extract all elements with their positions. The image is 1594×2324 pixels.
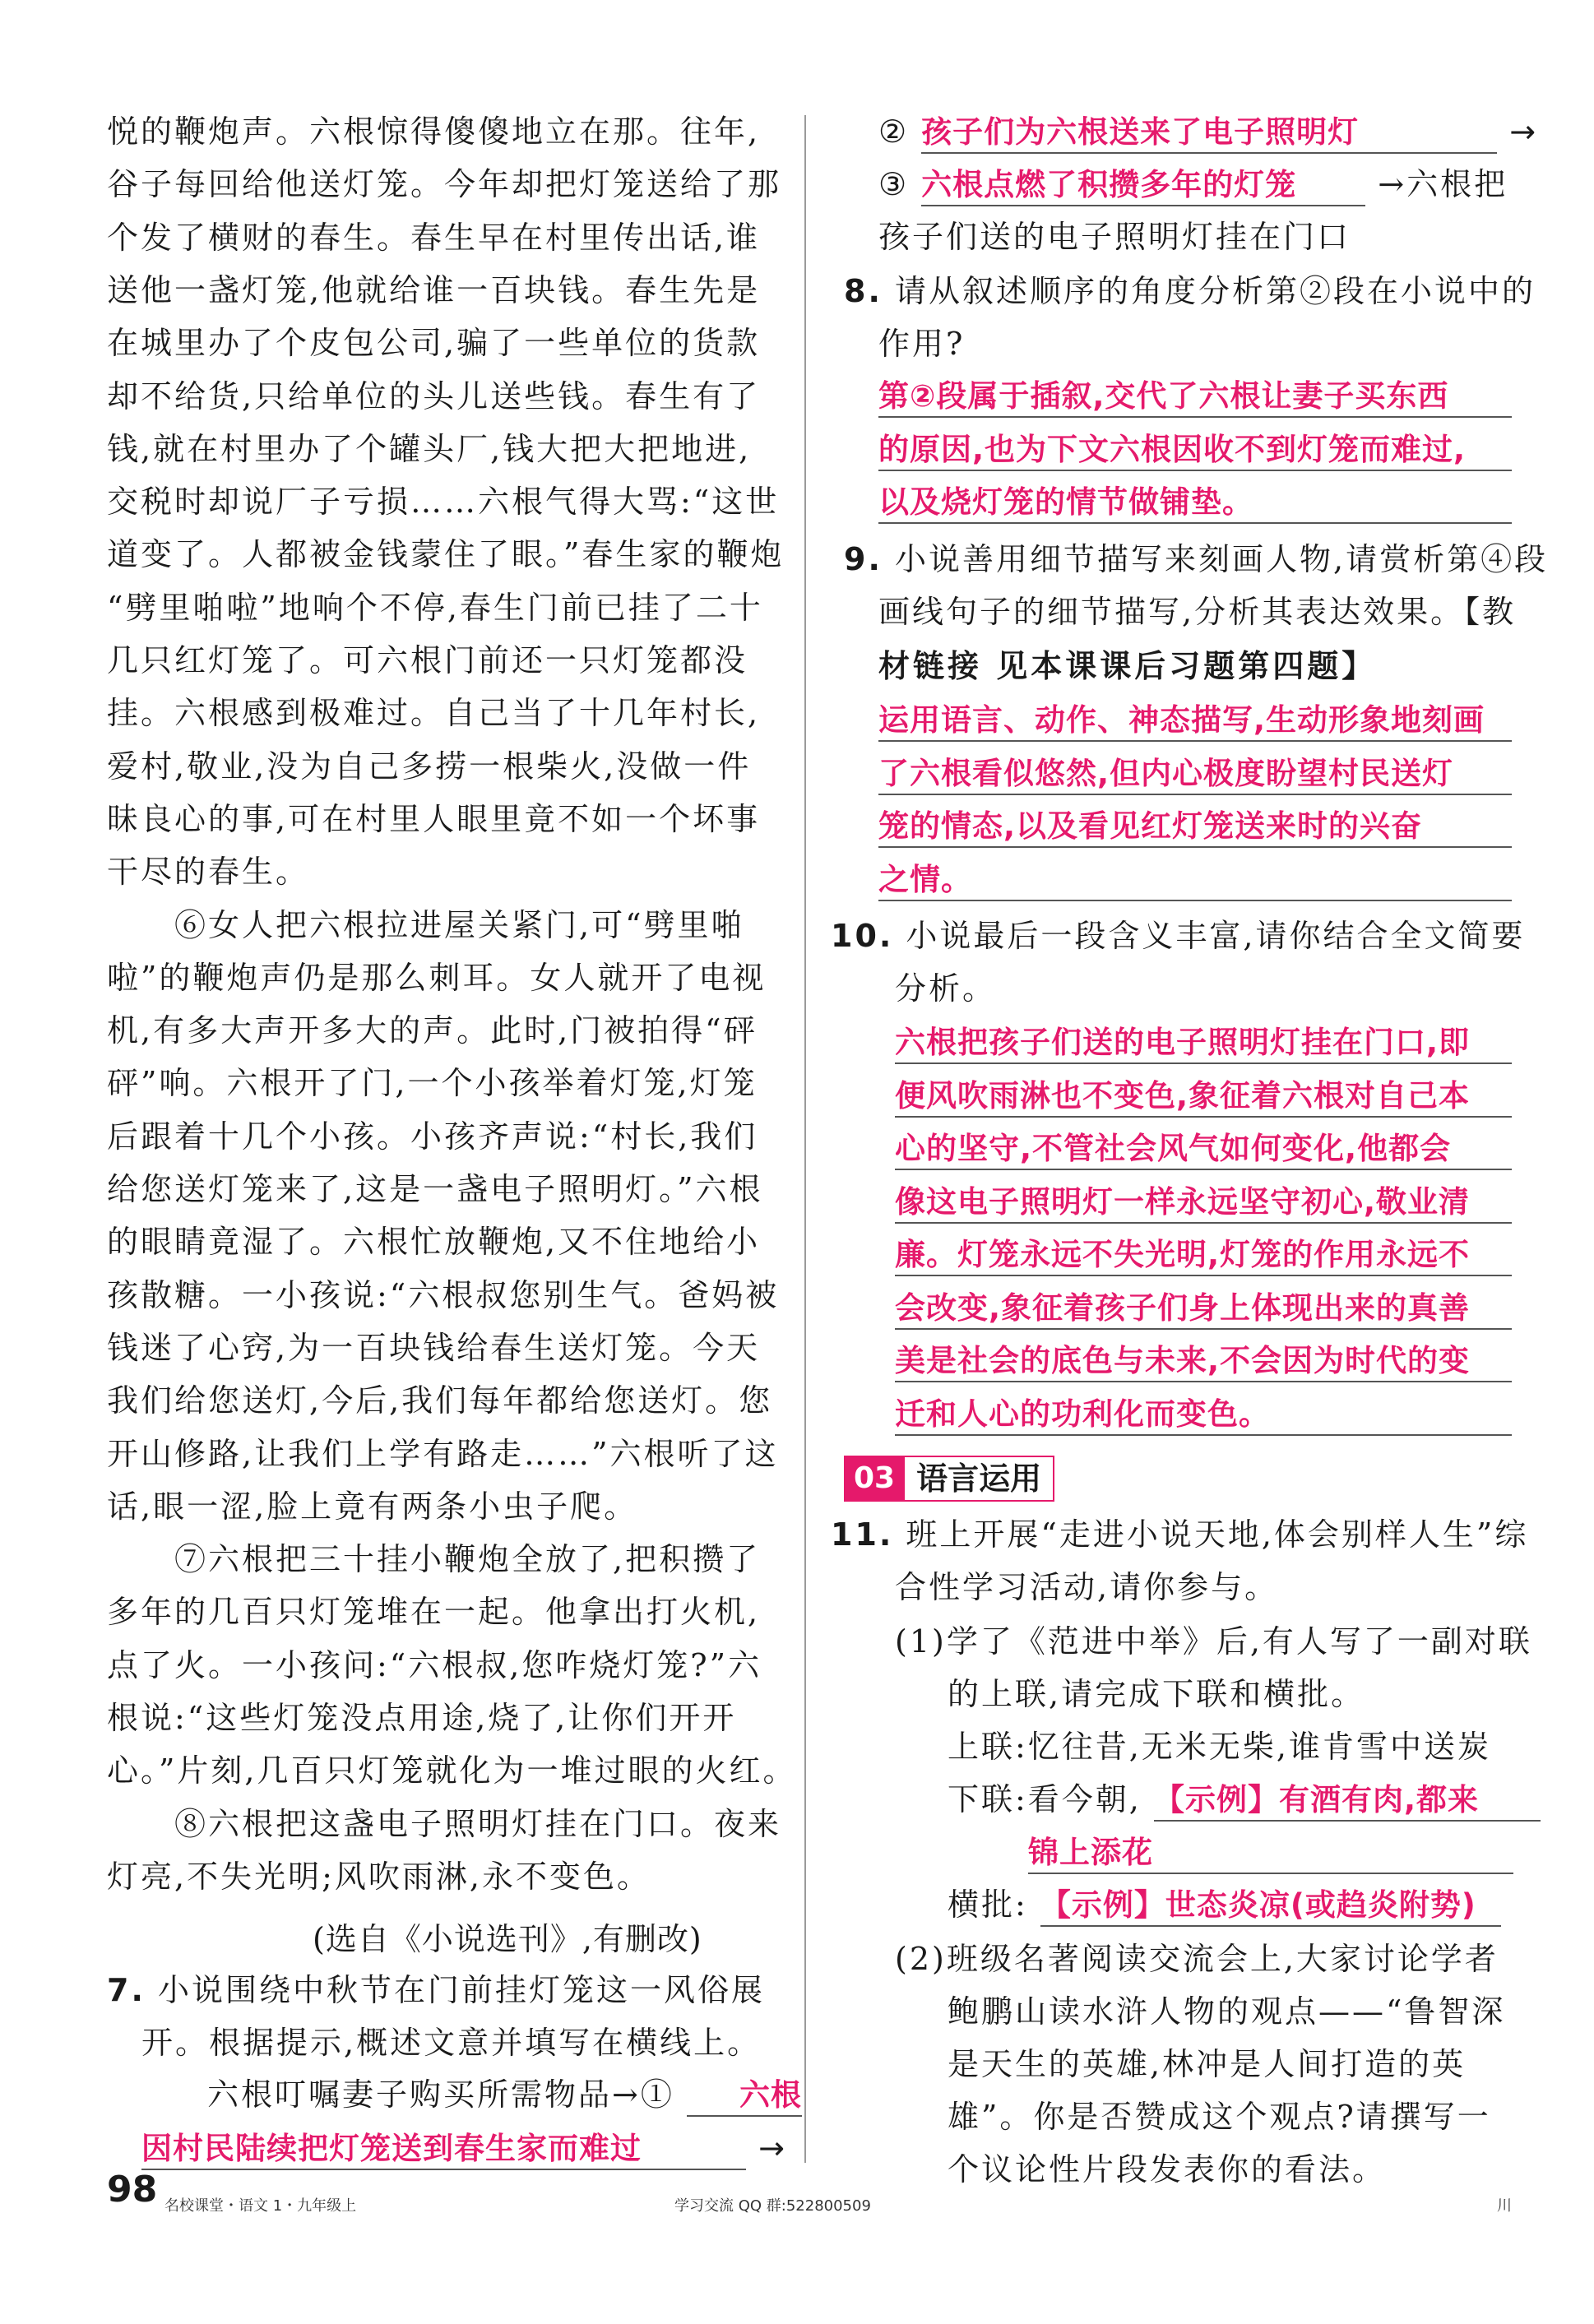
question-7-text-2: 开。根据提示,概述文意并填写在横线上。 <box>141 2025 762 2061</box>
story-line: 交税时却说厂子亏损……六根气得大骂:“这世 <box>107 484 780 521</box>
question-7-answer-1b: 因村民陆续把灯笼送到春生家而难过 <box>141 2132 746 2170</box>
story-line: 我们给您送灯,今后,我们每年都给您送灯。您 <box>107 1382 773 1419</box>
couplet-horizontal-answer: 【示例】世态炎凉(或趋炎附势) <box>1040 1889 1501 1927</box>
story-line: “劈里啪啦”地响个不停,春生门前已挂了二十 <box>107 589 763 626</box>
question-10 <box>831 919 1526 952</box>
question-7-answer-1-line2 <box>141 2132 787 2170</box>
answer-line: 以及烧灯笼的情节做铺垫。 <box>878 486 1512 524</box>
answer-line: 美是社会的底色与未来,不会因为时代的变 <box>895 1345 1512 1382</box>
answer-line: 便风吹雨淋也不变色,象征着六根对自己本 <box>895 1080 1512 1118</box>
story-line: 谷子每回给他送灯笼。今年却把灯笼送给了那 <box>107 166 782 203</box>
question-8-text-2: 作用? <box>878 326 966 362</box>
question-7-item-2 <box>878 115 1538 154</box>
story-line: 昧良心的事,可在村里人眼里竟不如一个坏事 <box>107 800 761 837</box>
question-9-text-2: 画线句子的细节描写,分析其表达效果。【教 <box>878 594 1517 630</box>
story-line: 孩散糖。一小孩说:“六根叔您别生气。爸妈被 <box>107 1276 780 1313</box>
question-7 <box>107 1974 765 2007</box>
section-number: 03 <box>844 1456 905 1502</box>
couplet-upper: 上联:忆往昔,无米无柴,谁肯雪中送炭 <box>948 1729 1491 1765</box>
question-11-text-2: 合性学习活动,请你参与。 <box>895 1569 1279 1605</box>
question-7-answer-3: 六根点燃了积攒多年的灯笼 <box>921 169 1365 206</box>
arrow-icon: → <box>1509 113 1539 150</box>
story-line: 爱村,敬业,没为自己多捞一根柴火,没做一件 <box>107 748 752 785</box>
story-line: 干尽的春生。 <box>107 854 310 891</box>
story-line: 给您送灯笼来了,这是一盏电子照明灯。”六根 <box>107 1171 763 1207</box>
page-number: 98 <box>107 2169 158 2211</box>
story-line: 悦的鞭炮声。六根惊得傻傻地立在那。往年, <box>107 113 761 150</box>
question-7-tail-1: →六根把 <box>1378 166 1508 202</box>
question-10-text-2: 分析。 <box>895 970 997 1007</box>
story-line: 钱迷了心窍,为一百块钱给春生送灯笼。今天 <box>107 1329 761 1366</box>
section-title: 语言运用 <box>905 1456 1054 1502</box>
question-11-2-text-3: 是天生的英雄,林冲是人间打造的英 <box>948 2046 1467 2082</box>
answer-line: 了六根看似悠然,但内心极度盼望村民送灯 <box>878 757 1512 795</box>
question-11-text-1: 班上开展“走进小说天地,体会别样人生”综 <box>906 1516 1529 1553</box>
story-line: 在城里办了个皮包公司,骗了一些单位的货款 <box>107 325 761 362</box>
story-line: ⑧六根把这盏电子照明灯挂在门口。夜来 <box>174 1805 782 1842</box>
answer-line: 第②段属于插叙,交代了六根让妻子买东西 <box>878 380 1512 418</box>
question-7-number: 7. <box>107 1972 146 2008</box>
answer-line: 会改变,象征着孩子们身上体现出来的真善 <box>895 1292 1512 1330</box>
story-line: ⑦六根把三十挂小鞭炮全放了,把积攒了 <box>174 1541 761 1578</box>
question-10-number: 10. <box>831 918 894 954</box>
question-11-2-text-5: 个议论性片段发表你的看法。 <box>948 2151 1387 2187</box>
couplet-horizontal <box>948 1888 1501 1927</box>
question-11-2-text-4: 雄”。你是否赞成这个观点?请撰写一 <box>948 2099 1491 2135</box>
story-line: 点了火。一小孩问:“六根叔,您咋烧灯笼?”六 <box>107 1646 762 1683</box>
question-7-answer-2: 孩子们为六根送来了电子照明灯 <box>921 116 1497 154</box>
question-10-text-1: 小说最后一段含义丰富,请你结合全文简要 <box>906 918 1526 954</box>
answer-line: 笼的情态,以及看见红灯笼送来时的兴奋 <box>878 810 1512 848</box>
book-title: 名校课堂・语文 1・九年级上 <box>164 2197 357 2215</box>
story-line: 啦”的鞭炮声仍是那么刺耳。女人就开了电视 <box>107 959 767 996</box>
question-9-number: 9. <box>844 541 883 577</box>
item-2-mark: ② <box>878 113 910 150</box>
couplet-lower <box>948 1783 1541 1822</box>
question-7-prompt <box>207 2078 802 2117</box>
question-8-number: 8. <box>844 273 883 309</box>
section-header <box>844 1456 1054 1502</box>
story-line: 根说:“这些灯笼没点用途,烧了,让你们开开 <box>107 1700 737 1736</box>
question-7-answer-1a: 六根 <box>687 2079 802 2117</box>
answer-line: 六根把孩子们送的电子照明灯挂在门口,即 <box>895 1026 1512 1064</box>
answer-line: 心的坚守,不管社会风气如何变化,他都会 <box>895 1132 1512 1170</box>
story-line: 后跟着十几个小孩。小孩齐声说:“村长,我们 <box>107 1118 758 1155</box>
story-line: 的眼睛竟湿了。六根忙放鞭炮,又不住地给小 <box>107 1224 761 1261</box>
question-11-2-text-2: 鲍鹏山读水浒人物的观点——“鲁智深 <box>948 1993 1506 2030</box>
answer-line: 之情。 <box>878 863 1512 901</box>
question-11-1-text-2: 的上联,请完成下联和横批。 <box>948 1676 1365 1712</box>
story-line: 心。”片刻,几百只灯笼就化为一堆过眼的火红。 <box>107 1752 797 1789</box>
couplet-lower-answer-1: 【示例】有酒有肉,都来 <box>1154 1784 1541 1822</box>
story-line: 砰”响。六根开了门,一个小孩举着灯笼,灯笼 <box>107 1065 758 1102</box>
story-line: 个发了横财的春生。春生早在村里传出话,谁 <box>107 219 761 256</box>
question-11-1-text-1: (1)学了《范进中举》后,有人写了一副对联 <box>895 1623 1532 1660</box>
question-7-text-1: 小说围绕中秋节在门前挂灯笼这一风俗展 <box>157 1972 765 2008</box>
question-8-text-1: 请从叙述顺序的角度分析第②段在小说中的 <box>894 273 1536 309</box>
couplet-lower-label: 下联:看今朝, <box>948 1781 1142 1817</box>
region-mark: 川 <box>1497 2197 1512 2215</box>
story-line: 钱,就在村里办了个罐头厂,钱大把大把地进, <box>107 430 752 467</box>
question-9 <box>844 543 1548 576</box>
question-11 <box>831 1518 1528 1551</box>
source-note: (选自《小说选刊》,有删改) <box>313 1921 702 1957</box>
question-7-item-3 <box>878 168 1508 206</box>
arrow-icon: → <box>758 2130 787 2166</box>
story-line: 送他一盏灯笼,他就给谁一百块钱。春生先是 <box>107 271 761 308</box>
answer-line: 迁和人心的功利化而变色。 <box>895 1398 1512 1436</box>
question-11-number: 11. <box>831 1516 894 1553</box>
couplet-lower-answer-2: 锦上添花 <box>1028 1836 1513 1874</box>
story-line: 灯亮,不失光明;风吹雨淋,永不变色。 <box>107 1858 651 1895</box>
story-line: 道变了。人都被金钱蒙住了眼。”春生家的鞭炮 <box>107 536 785 573</box>
item-3-mark: ③ <box>878 166 910 202</box>
story-line: 开山修路,让我们上学有路走……”六根听了这 <box>107 1435 779 1472</box>
story-line: 话,眼一涩,脸上竟有两条小虫子爬。 <box>107 1488 638 1525</box>
story-line: 多年的几百只灯笼堆在一起。他拿出打火机, <box>107 1594 761 1631</box>
story-line: 挂。六根感到极难过。自己当了十几年村长, <box>107 695 761 732</box>
answer-line: 运用语言、动作、神态描写,生动形象地刻画 <box>878 704 1512 742</box>
question-8 <box>844 275 1536 308</box>
question-9-text-1: 小说善用细节描写来刻画人物,请赏析第④段 <box>894 541 1549 577</box>
story-line: 几只红灯笼了。可六根门前还一只灯笼都没 <box>107 642 748 678</box>
answer-line: 的原因,也为下文六根因收不到灯笼而难过, <box>878 433 1512 471</box>
column-divider <box>804 115 806 2163</box>
story-line: ⑥女人把六根拉进屋关紧门,可“劈里啪 <box>174 906 745 943</box>
qq-group: 学习交流 QQ 群:522800509 <box>674 2197 871 2215</box>
answer-line: 廉。灯笼永远不失光明,灯笼的作用永远不 <box>895 1238 1512 1276</box>
couplet-lower-line2 <box>1028 1836 1513 1874</box>
question-7-tail-2: 孩子们送的电子照明灯挂在门口 <box>878 219 1351 255</box>
question-11-2-text-1: (2)班级名著阅读交流会上,大家讨论学者 <box>895 1941 1499 1977</box>
answer-line: 像这电子照明灯一样永远坚守初心,敬业清 <box>895 1186 1512 1224</box>
textbook-link-note: 材链接 见本课课后习题第四题】 <box>878 647 1377 684</box>
story-line: 却不给货,只给单位的头儿送些钱。春生有了 <box>107 377 761 414</box>
couplet-horizontal-label: 横批: <box>948 1887 1028 1923</box>
story-line: 机,有多大声开多大的声。此时,门被拍得“砰 <box>107 1012 758 1049</box>
question-7-prompt-text: 六根叮嘱妻子购买所需物品→① <box>207 2076 674 2113</box>
